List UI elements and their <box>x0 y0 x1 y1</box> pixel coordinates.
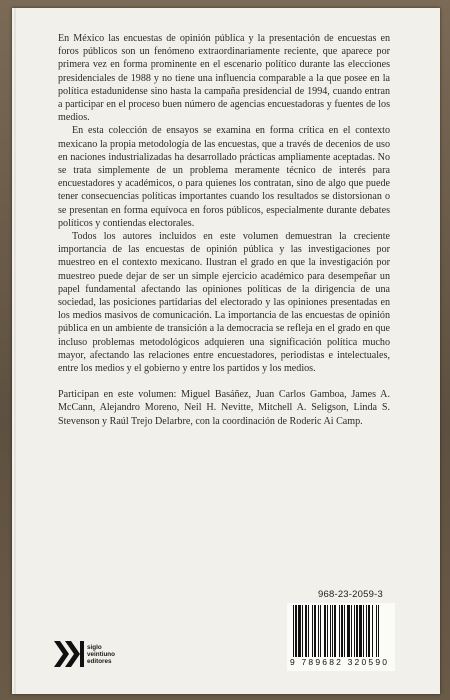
publisher-logo <box>54 637 115 671</box>
publisher-name <box>87 644 115 665</box>
isbn-label: 968-23-2059-3 <box>318 589 383 600</box>
siglo-xxi-logo-icon <box>54 641 84 667</box>
publisher-name-line-2: veintiuno <box>87 650 115 658</box>
contributors-paragraph: Participan en este volumen: Miguel Basáñez, Juan Carlos Gamboa, James A. McCann, Alejandro Moreno, Neil H. Nevitte, Mitchell A. Seligson, Linda S. Stevenson y Raúl Trejo Delarbre, con la coordinación de Roderic Ai Camp. <box>58 389 390 427</box>
barcode-number: 9 789682 320590 <box>290 657 390 667</box>
blurb-paragraph-2: En esta colección de ensayos se examina en forma crítica en el contexto mexicano la propia metodología de las encuestas, que a través de decenios de uso en naciones industrializadas ha desarrollado prácticas ampliamente aceptadas. No se trata simplemente de un problema meramente técnico de interés para encuestadores y académicos, o para quienes los contratan, sino de algo que puede tener consecuencias políticas importantes cuando los resultados se distorsionan o se presentan en forma equívoca en foros públicos, especialmente durante debates políticos y contiendas electorales. <box>58 125 390 229</box>
blurb-paragraph-1: En México las encuestas de opinión pública y la presentación de encuestas en foros públicos son un fenómeno extraordinariamente reciente, que aparece por primera vez en forma prominente en el escenario político durante las elecciones presidenciales de 1988 y no tiene una influencia comparable a la que posee en la política estadunidense sino hasta la campaña presidencial de 1994, cuando entran a participar en el proceso buen número de agencias encuestadoras y fuentes de los medios. <box>58 33 390 124</box>
publisher-name-line-3: editores <box>87 657 112 665</box>
blurb-paragraph-3: Todos los autores incluidos en este volumen demuestran la creciente importancia de las encuestas de opinión pública y las investigaciones por muestreo en el contexto mexicano. Ilustran el grado en que la investigación por muestreo puede dejar de ser un simple ejercicio académico para desempeñar un papel fundamental afectando las opiniones políticas de la dirigencia de una sociedad, las posiciones partidarias del electorado y las opiniones presentadas en los medios masivos de comunicación. La importancia de las encuestas de opinión pública en un ambiente de transición a la democracia se refleja en el grado en que incluso problemas metodológicos adquieren una significación política mucho mayor, afectando las relaciones entre encuestadores, periodistas e intelectuales, entre los medios y el gobierno y entre los partidos y los medios. <box>58 231 390 375</box>
barcode-icon <box>291 605 391 659</box>
back-cover-blurb <box>58 32 390 428</box>
publisher-name-line-1: siglo <box>87 643 102 651</box>
spine-edge <box>14 8 16 694</box>
